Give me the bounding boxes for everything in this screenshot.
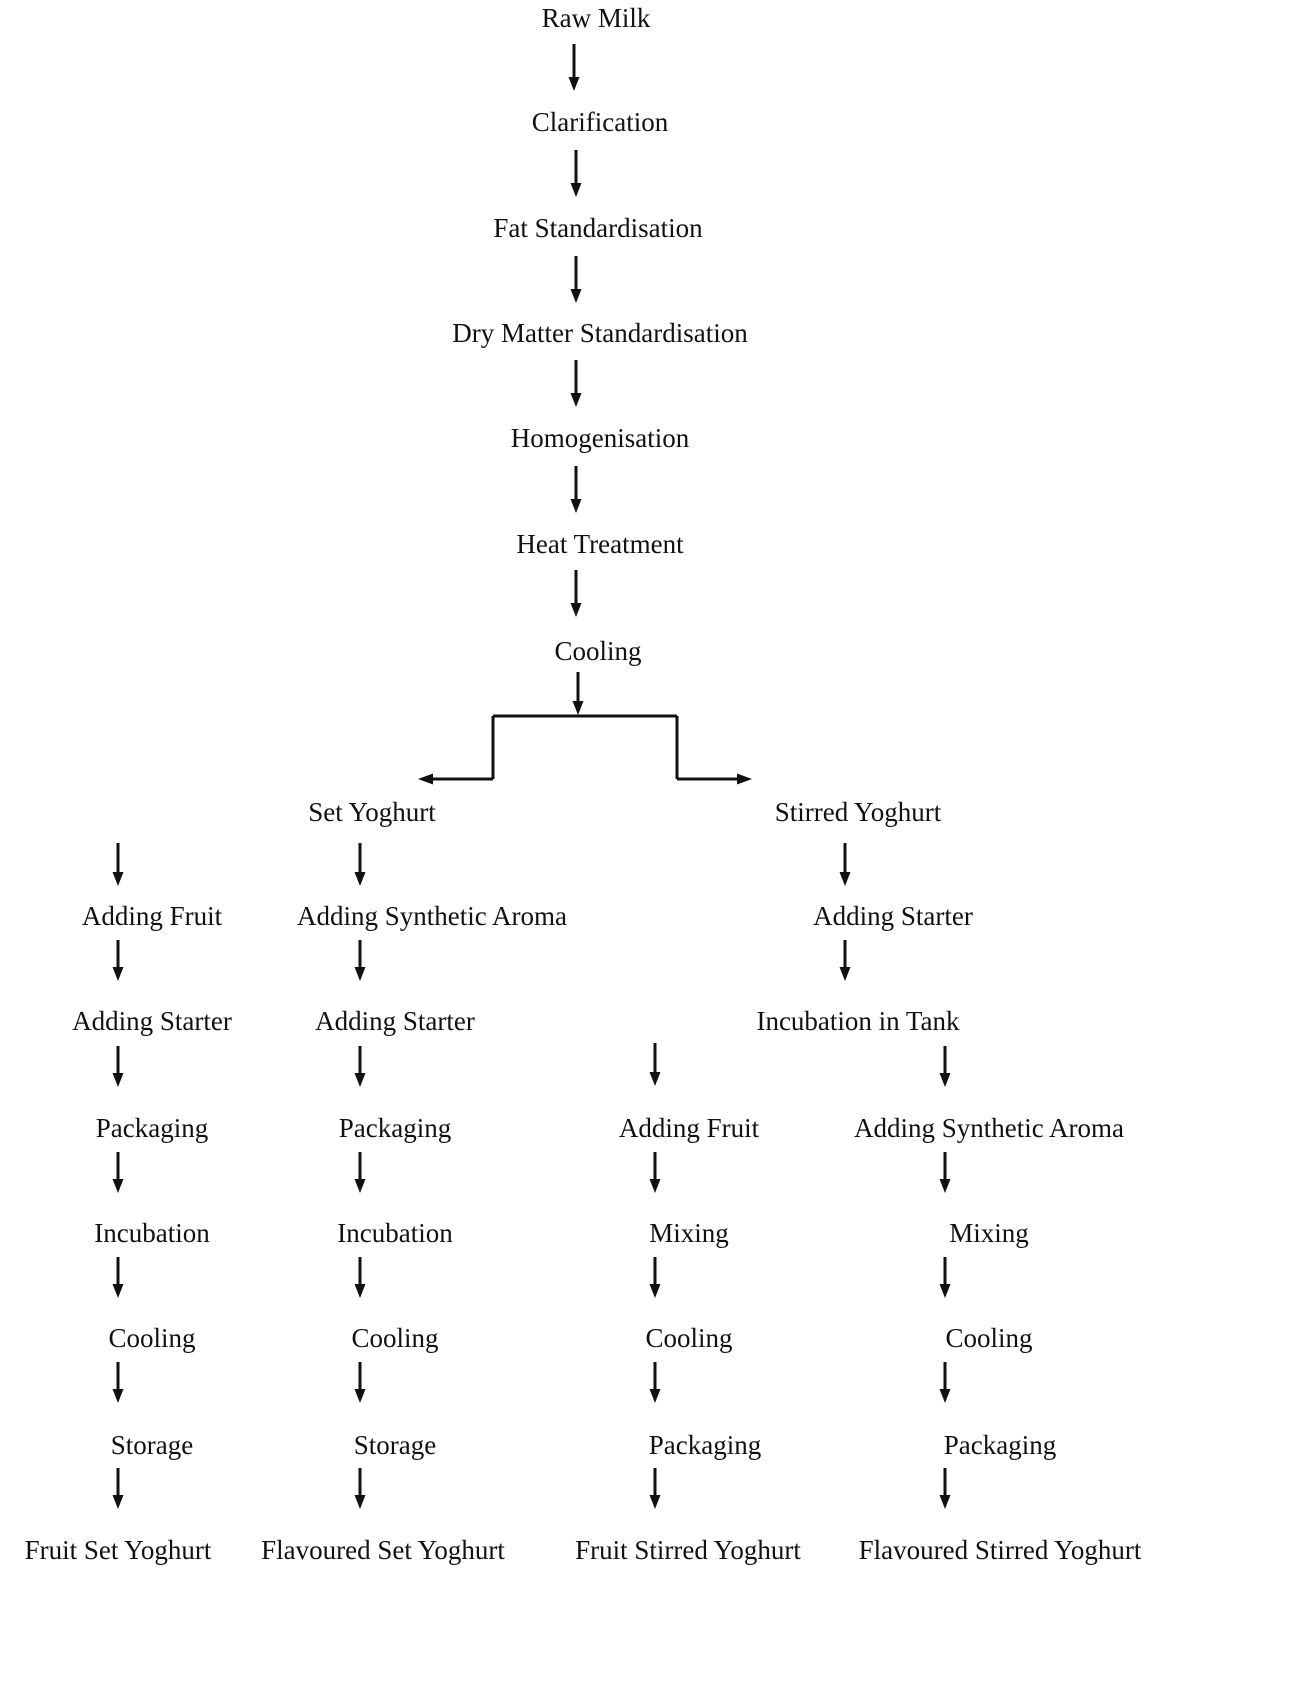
- split-connector: [410, 714, 760, 786]
- arrow-down-icon: [350, 1257, 370, 1299]
- arrow-down-icon: [564, 44, 584, 92]
- arrow-down-icon: [566, 256, 586, 304]
- arrow-down-icon: [935, 1257, 955, 1299]
- node-storage-set-fruit: Storage: [110, 1430, 194, 1460]
- node-mixing-stirred-fruit: Mixing: [649, 1218, 729, 1248]
- node-packaging-set-flavoured: Packaging: [338, 1113, 452, 1143]
- arrow-down-icon: [350, 843, 370, 887]
- arrow-down-icon: [350, 1152, 370, 1194]
- node-heat-treatment: Heat Treatment: [516, 529, 684, 559]
- arrow-down-icon: [935, 1046, 955, 1088]
- arrow-down-icon: [350, 940, 370, 982]
- node-packaging-set-fruit: Packaging: [95, 1113, 209, 1143]
- arrow-down-icon: [108, 1468, 128, 1510]
- arrow-down-icon: [350, 1046, 370, 1088]
- arrow-down-icon: [645, 1043, 665, 1087]
- arrow-down-icon: [350, 1362, 370, 1404]
- arrow-down-icon: [645, 1468, 665, 1510]
- arrow-down-icon: [935, 1362, 955, 1404]
- node-incubation-set-flavoured: Incubation: [337, 1218, 453, 1248]
- arrow-down-icon: [108, 1046, 128, 1088]
- arrow-down-icon: [108, 940, 128, 982]
- node-incubation-in-tank: Incubation in Tank: [756, 1006, 960, 1036]
- node-adding-fruit-stirred: Adding Fruit: [618, 1113, 760, 1143]
- node-adding-starter-stirred: Adding Starter: [813, 901, 973, 931]
- node-storage-set-flavoured: Storage: [353, 1430, 437, 1460]
- arrow-down-icon: [108, 1257, 128, 1299]
- node-adding-starter-set-flavoured: Adding Starter: [315, 1006, 475, 1036]
- node-packaging-stirred-fruit: Packaging: [648, 1430, 762, 1460]
- node-adding-starter-set-fruit: Adding Starter: [72, 1006, 232, 1036]
- node-flavoured-set-yoghurt: Flavoured Set Yoghurt: [261, 1535, 505, 1565]
- node-adding-synthetic-aroma-stirred: Adding Synthetic Aroma: [854, 1113, 1124, 1143]
- arrow-down-icon: [566, 150, 586, 198]
- node-cooling-set-fruit: Cooling: [108, 1323, 196, 1353]
- arrow-down-icon: [935, 1152, 955, 1194]
- arrow-down-icon: [568, 672, 588, 716]
- arrow-down-icon: [645, 1362, 665, 1404]
- node-cooling-set-flavoured: Cooling: [351, 1323, 439, 1353]
- arrow-down-icon: [645, 1257, 665, 1299]
- arrow-down-icon: [645, 1152, 665, 1194]
- node-mixing-stirred-flavoured: Mixing: [949, 1218, 1029, 1248]
- arrow-down-icon: [835, 940, 855, 982]
- node-fat-standardisation: Fat Standardisation: [493, 213, 703, 243]
- arrow-down-icon: [350, 1468, 370, 1510]
- node-fruit-set-yoghurt: Fruit Set Yoghurt: [24, 1535, 212, 1565]
- node-raw-milk: Raw Milk: [541, 3, 651, 33]
- node-dry-matter-standardisation: Dry Matter Standardisation: [452, 318, 748, 348]
- arrow-down-icon: [108, 1152, 128, 1194]
- node-incubation-set-fruit: Incubation: [94, 1218, 210, 1248]
- node-cooling: Cooling: [554, 636, 642, 666]
- arrow-down-icon: [566, 570, 586, 618]
- arrow-down-icon: [108, 843, 128, 887]
- node-fruit-stirred-yoghurt: Fruit Stirred Yoghurt: [575, 1535, 801, 1565]
- node-cooling-stirred-fruit: Cooling: [645, 1323, 733, 1353]
- node-adding-synthetic-aroma-set: Adding Synthetic Aroma: [297, 901, 567, 931]
- node-adding-fruit-set: Adding Fruit: [81, 901, 223, 931]
- arrow-down-icon: [566, 466, 586, 514]
- arrow-down-icon: [835, 843, 855, 887]
- node-packaging-stirred-flavoured: Packaging: [943, 1430, 1057, 1460]
- node-flavoured-stirred-yoghurt: Flavoured Stirred Yoghurt: [858, 1535, 1142, 1565]
- node-clarification: Clarification: [531, 107, 669, 137]
- arrow-down-icon: [566, 360, 586, 408]
- arrow-down-icon: [935, 1468, 955, 1510]
- node-set-yoghurt: Set Yoghurt: [308, 797, 436, 827]
- arrow-down-icon: [108, 1362, 128, 1404]
- node-stirred-yoghurt: Stirred Yoghurt: [774, 797, 942, 827]
- node-homogenisation: Homogenisation: [510, 423, 690, 453]
- node-cooling-stirred-flavoured: Cooling: [945, 1323, 1033, 1353]
